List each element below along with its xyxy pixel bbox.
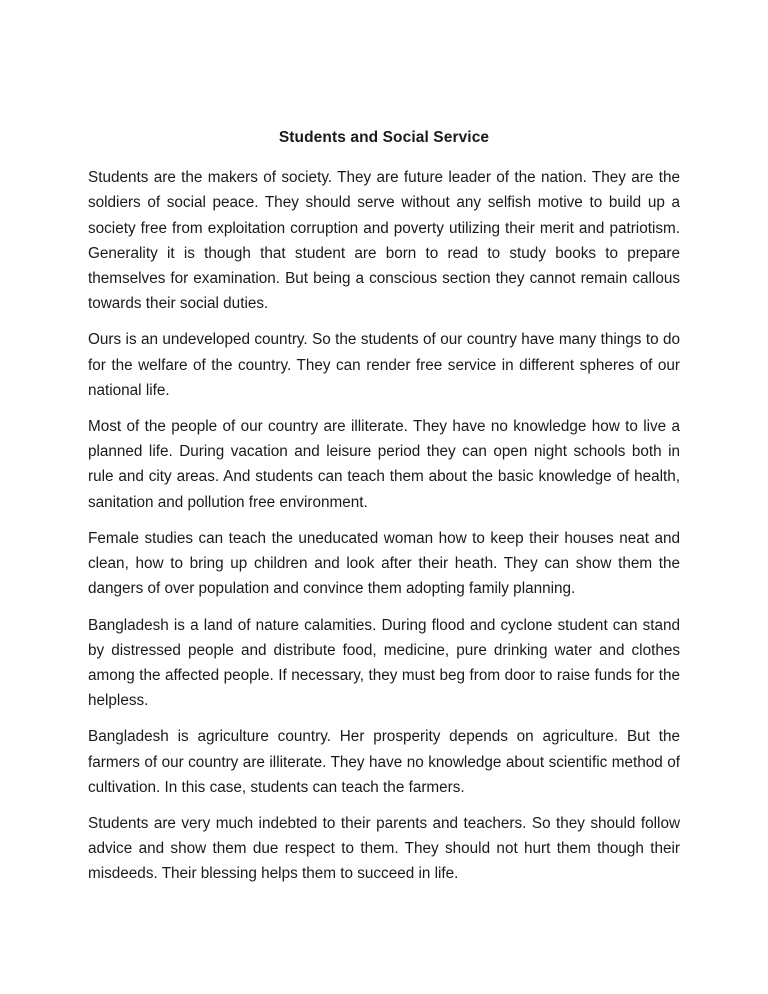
page-title: Students and Social Service (278, 129, 490, 146)
paragraph: Female studies can teach the uneducated woman how to keep their houses neat and clean, how to bring up children and look after their heath. They can show them the dangers of over population and convince them adopting family planning. (88, 529, 680, 598)
paragraph: Students are the makers of society. They are future leader of the nation. They are the soldiers of social peace. They should serve without any selfish motive to build up a society free from exploitation corruption and poverty utilizing their merit and patriotism. Generality it is though that student are born to read to study books to prepare themselves for examination. But being a conscious section they cannot remain callous towards their social duties. (88, 169, 680, 313)
paragraph: Most of the people of our country are illiterate. They have no knowledge how to live a planned life. During vacation and leisure period they can open night schools both in rule and city areas. And students can teach them about the basic knowledge of health, sanitation and pollution free environment. (88, 418, 680, 511)
paragraph: Students are very much indebted to their parents and teachers. So they should follow advice and show them due respect to them. They should not hurt them though their misdeeds. Their blessing helps them to succeed in life. (88, 814, 680, 883)
paragraph: Bangladesh is a land of nature calamities. During flood and cyclone student can stand by distressed people and distribute food, medicine, pure drinking water and clothes among the affected people. If necessary, they must beg from door to raise funds for the helpless. (88, 616, 680, 710)
paragraph: Ours is an undeveloped country. So the students of our country have many things to do for the welfare of the country. They can render free service in different spheres of our national life. (88, 331, 680, 399)
document-body (88, 126, 680, 887)
paragraph: Bangladesh is agriculture country. Her prosperity depends on agriculture. But the farmers of our country are illiterate. They have no knowledge about scientific method of cultivation. In this case, students can teach the farmers. (88, 728, 680, 796)
